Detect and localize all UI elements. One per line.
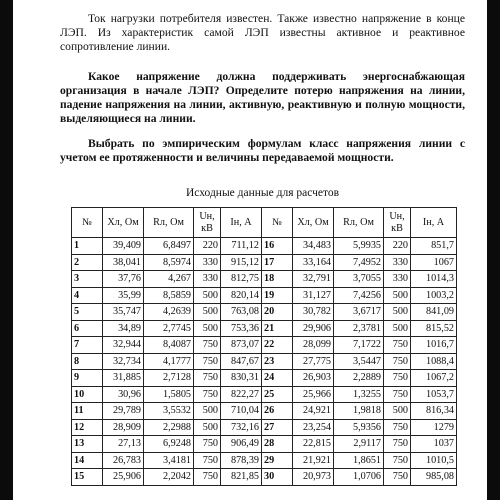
table-cell: 3,7055 [334,271,384,288]
table-row [72,419,457,436]
table-row [72,353,457,370]
header-cell: Хл, Ом [103,208,144,238]
header-cell: Uн, кВ [384,208,411,238]
table-cell: 851,7 [411,238,457,255]
table-cell: 753,36 [221,320,262,337]
table-cell: 4,1777 [144,353,194,370]
table-cell: 906,49 [221,436,262,453]
table-cell: 873,07 [221,337,262,354]
table-cell: 330 [384,271,411,288]
table-cell: 750 [194,452,221,469]
table-cell: 38,041 [103,254,144,271]
variant-number-cell: 7 [72,337,103,354]
table-cell: 1,9818 [334,403,384,420]
table-cell: 1053,7 [411,386,457,403]
table-cell: 32,944 [103,337,144,354]
table-cell: 500 [384,304,411,321]
variant-number-cell: 1 [72,238,103,255]
table-cell: 29,789 [103,403,144,420]
header-cell: Uн, кВ [194,208,221,238]
table-row [72,271,457,288]
table-row [72,469,457,486]
table-row [72,452,457,469]
table-cell: 37,76 [103,271,144,288]
table-cell: 816,34 [411,403,457,420]
table-cell: 4,2639 [144,304,194,321]
table-cell: 29,906 [293,320,334,337]
table-cell: 500 [384,320,411,337]
table-cell: 750 [384,452,411,469]
table-cell: 20,973 [293,469,334,486]
table-cell: 812,75 [221,271,262,288]
table-cell: 985,08 [411,469,457,486]
table-cell: 1,3255 [334,386,384,403]
table-cell: 2,2988 [144,419,194,436]
table-cell: 330 [384,254,411,271]
table-cell: 878,39 [221,452,262,469]
variant-number-cell: 28 [262,436,293,453]
header-cell: Iн, А [411,208,457,238]
variant-number-cell: 21 [262,320,293,337]
table-cell: 1067 [411,254,457,271]
variant-number-cell: 15 [72,469,103,486]
header-cell: Iн, А [221,208,262,238]
table-cell: 1,8651 [334,452,384,469]
table-cell: 2,2042 [144,469,194,486]
left-black-border [0,0,13,500]
table-title: Исходные данные для расчетов [185,187,340,199]
table-header-row [72,208,457,238]
table-cell: 830,31 [221,370,262,387]
table-cell: 750 [384,469,411,486]
variant-number-cell: 6 [72,320,103,337]
table-cell: 26,783 [103,452,144,469]
variant-number-cell: 10 [72,386,103,403]
table-cell: 2,2889 [334,370,384,387]
table-cell: 750 [194,353,221,370]
table-cell: 26,903 [293,370,334,387]
table-cell: 750 [384,436,411,453]
table-cell: 1067,2 [411,370,457,387]
table-cell: 330 [194,254,221,271]
table-cell: 750 [384,419,411,436]
table-cell: 35,747 [103,304,144,321]
table-cell: 8,4087 [144,337,194,354]
table-cell: 3,4181 [144,452,194,469]
table-cell: 763,08 [221,304,262,321]
table-cell: 820,14 [221,287,262,304]
table-cell: 23,254 [293,419,334,436]
table-cell: 3,6717 [334,304,384,321]
table-cell: 500 [194,304,221,321]
table-cell: 27,13 [103,436,144,453]
paragraph-task: Выбрать по эмпирическим формулам класс напряжения линии с учетом ее протяженности и величины передаваемой мощности. [60,137,465,164]
table-row [72,320,457,337]
table-cell: 32,734 [103,353,144,370]
variant-number-cell: 16 [262,238,293,255]
table-cell: 25,966 [293,386,334,403]
table-cell: 39,409 [103,238,144,255]
table-cell: 27,775 [293,353,334,370]
variant-number-cell: 3 [72,271,103,288]
table-cell: 815,52 [411,320,457,337]
variant-number-cell: 4 [72,287,103,304]
header-cell: Rл, Ом [334,208,384,238]
table-row [72,337,457,354]
header-cell: № [72,208,103,238]
table-cell: 21,921 [293,452,334,469]
table-cell: 750 [384,337,411,354]
variant-number-cell: 26 [262,403,293,420]
header-cell: Rл, Ом [144,208,194,238]
variant-number-cell: 5 [72,304,103,321]
table-cell: 1,5805 [144,386,194,403]
table-cell: 220 [384,238,411,255]
variant-number-cell: 18 [262,271,293,288]
variant-number-cell: 8 [72,353,103,370]
table-cell: 7,4256 [334,287,384,304]
table-cell: 710,04 [221,403,262,420]
table-cell: 28,909 [103,419,144,436]
table-row [72,304,457,321]
table-cell: 750 [384,353,411,370]
variant-number-cell: 14 [72,452,103,469]
table-cell: 6,8497 [144,238,194,255]
table-cell: 25,906 [103,469,144,486]
variant-number-cell: 2 [72,254,103,271]
table-cell: 1014,3 [411,271,457,288]
variant-number-cell: 12 [72,419,103,436]
table-cell: 7,4952 [334,254,384,271]
table-cell: 6,9248 [144,436,194,453]
table-row [72,403,457,420]
table-cell: 1037 [411,436,457,453]
table-cell: 34,89 [103,320,144,337]
table-cell: 841,09 [411,304,457,321]
table-row [72,436,457,453]
variant-number-cell: 24 [262,370,293,387]
table-cell: 7,1722 [334,337,384,354]
table-cell: 750 [384,370,411,387]
table-cell: 500 [194,287,221,304]
variant-number-cell: 25 [262,386,293,403]
table-cell: 711,12 [221,238,262,255]
table-row [72,254,457,271]
table-cell: 750 [194,370,221,387]
table-cell: 330 [194,271,221,288]
variant-number-cell: 22 [262,337,293,354]
table-cell: 750 [194,469,221,486]
right-black-border [487,0,500,500]
variant-number-cell: 29 [262,452,293,469]
table-cell: 4,267 [144,271,194,288]
table-cell: 22,815 [293,436,334,453]
table-cell: 750 [384,386,411,403]
table-cell: 3,5532 [144,403,194,420]
paragraph-problem-statement: Ток нагрузки потребителя известен. Также известно напряжение в конце ЛЭП. Из характеристик самой ЛЭП известны активное и реактивное сопротивление линии. [60,12,465,53]
table-cell: 1016,7 [411,337,457,354]
table-cell: 8,5859 [144,287,194,304]
table-cell: 500 [384,403,411,420]
variant-number-cell: 27 [262,419,293,436]
header-cell: № [262,208,293,238]
table-cell: 3,5447 [334,353,384,370]
table-cell: 750 [194,386,221,403]
variant-number-cell: 11 [72,403,103,420]
variant-number-cell: 19 [262,287,293,304]
table-cell: 750 [194,436,221,453]
variant-number-cell: 9 [72,370,103,387]
variant-number-cell: 30 [262,469,293,486]
table-cell: 2,7128 [144,370,194,387]
variant-number-cell: 23 [262,353,293,370]
table-cell: 30,782 [293,304,334,321]
table-cell: 31,127 [293,287,334,304]
table-cell: 24,921 [293,403,334,420]
table-cell: 847,67 [221,353,262,370]
table-cell: 33,164 [293,254,334,271]
table-cell: 220 [194,238,221,255]
table-row [72,386,457,403]
paragraph-question: Какое напряжение должна поддерживать энергоснабжающая организация в начале ЛЭП? Определите потерю напряжения на линии, падение напряжения на линии, активную, реактивную и полную мощности, выделяющиеся на линии. [60,70,465,125]
variant-number-cell: 17 [262,254,293,271]
variant-number-cell: 20 [262,304,293,321]
table-cell: 30,96 [103,386,144,403]
table-cell: 28,099 [293,337,334,354]
table-cell: 500 [194,419,221,436]
table-cell: 5,9356 [334,419,384,436]
table-cell: 2,9117 [334,436,384,453]
table-row [72,238,457,255]
table-cell: 1003,2 [411,287,457,304]
table-cell: 34,483 [293,238,334,255]
table-cell: 732,16 [221,419,262,436]
table-cell: 500 [384,287,411,304]
table-cell: 31,885 [103,370,144,387]
table-cell: 5,9935 [334,238,384,255]
table-cell: 915,12 [221,254,262,271]
table-cell: 2,7745 [144,320,194,337]
table-cell: 1010,5 [411,452,457,469]
table-cell: 500 [194,403,221,420]
table-cell: 1088,4 [411,353,457,370]
table-cell: 8,5974 [144,254,194,271]
table-row [72,370,457,387]
table-cell: 35,99 [103,287,144,304]
table-cell: 500 [194,320,221,337]
table-cell: 32,791 [293,271,334,288]
variant-number-cell: 13 [72,436,103,453]
table-row [72,287,457,304]
table-cell: 821,85 [221,469,262,486]
table-cell: 2,3781 [334,320,384,337]
input-data-table [71,207,457,486]
table-cell: 1,0706 [334,469,384,486]
table-cell: 750 [194,337,221,354]
table-cell: 822,27 [221,386,262,403]
table-cell: 1279 [411,419,457,436]
header-cell: Хл, Ом [293,208,334,238]
